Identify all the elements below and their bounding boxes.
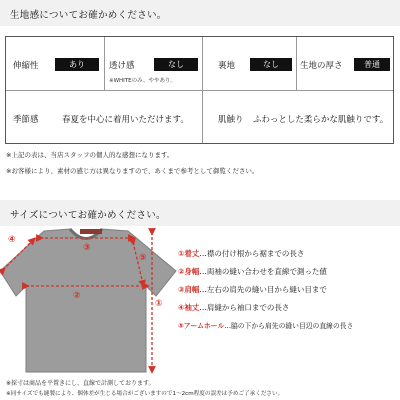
lining-label: 裏地 bbox=[218, 61, 236, 71]
size-note-2: ※同サイズでも縫製により、個体差が生じる場合がございますので1〜2cm程度の誤差は予めご了承ください。 bbox=[6, 391, 284, 397]
season-label: 季節感 bbox=[13, 115, 39, 125]
texture-value: ふわっとした柔らかな肌触りです。 bbox=[253, 115, 389, 125]
thickness-label: 生地の厚さ bbox=[300, 61, 343, 71]
legend-item-shoulder: ③肩幅…左右の肩先の縫い目から縫い目まで bbox=[178, 285, 327, 294]
diagram-number-2: ② bbox=[73, 291, 81, 301]
size-note-1: ※採寸は商品を平置きにし、直線で計測しております。 bbox=[6, 380, 155, 387]
season-value: 春夏を中心に着用いただけます。 bbox=[62, 115, 189, 125]
section-header-size bbox=[0, 200, 400, 226]
sheer-value-tag: なし bbox=[154, 58, 198, 71]
diagram-number-3: ③ bbox=[83, 243, 91, 253]
sheer-label: 透け感 bbox=[109, 61, 135, 71]
tshirt-label bbox=[80, 229, 102, 234]
section-title-size: サイズについてお確かめください。 bbox=[10, 210, 166, 221]
texture-label: 肌触り bbox=[218, 115, 244, 125]
table-row-divider bbox=[6, 90, 393, 91]
section-header-fabric bbox=[0, 0, 400, 26]
section-title-fabric: 生地感についてお確かめください。 bbox=[10, 10, 167, 21]
fabric-note-1: ※上記の表は、当店スタッフの個人的な感想になります。 bbox=[6, 151, 174, 159]
fabric-note-2: ※お客様により、素材の感じ方は異なりますので、あくまで参考として御覧ください。 bbox=[6, 167, 259, 175]
thickness-value-tag: 普通 bbox=[354, 58, 390, 71]
table-col-divider bbox=[202, 37, 203, 90]
legend-item-length: ①着丈…襟の付け根から裾までの長さ bbox=[178, 249, 305, 258]
table-col-divider bbox=[104, 37, 105, 90]
sheer-note: ※WHITEのみ、ややあり。 bbox=[109, 78, 176, 84]
diagram-number-1: ① bbox=[155, 299, 163, 309]
stretch-label: 伸縮性 bbox=[13, 61, 39, 71]
lining-value-tag: なし bbox=[250, 58, 292, 71]
stretch-value-tag: あり bbox=[55, 58, 99, 71]
tshirt-measurement-diagram bbox=[0, 226, 178, 376]
diagram-number-5: ⑤ bbox=[139, 253, 147, 263]
fabric-spec-table bbox=[5, 36, 394, 144]
diagram-number-4: ④ bbox=[8, 235, 16, 245]
legend-item-sleeve: ④袖丈…肩縫から袖口までの長さ bbox=[178, 303, 290, 312]
table-col-divider bbox=[202, 90, 203, 143]
legend-item-armhole: ⑤アームホール…脇の下から肩先の縫い目辺の直線の長さ bbox=[178, 322, 354, 330]
legend-item-body-width: ②身幅…両袖の縫い合わせを直線で測った値 bbox=[178, 267, 327, 276]
table-col-divider bbox=[296, 37, 297, 90]
